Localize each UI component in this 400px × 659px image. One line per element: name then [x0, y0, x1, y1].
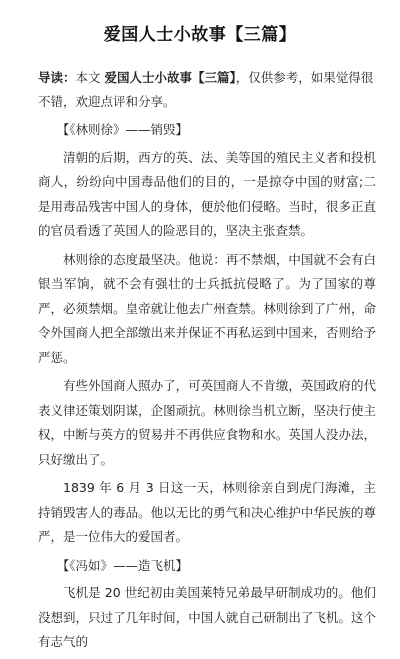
document-title: 爱国人士小故事【三篇】 [103, 25, 297, 45]
paragraph: 林则徐的态度最坚决。他说：再不禁烟，中国就不会有白银当军饷，就不会有强壮的士兵抵抗侵略了。为了国家的尊严，必须禁烟。皇帝就让他去广州查禁。林则徐到了广州，命令外国商人把全部缴出来并保证不再私运到中国来，否则给予严惩。 [38, 251, 376, 365]
intro-suffix: ，仅供参考，如果觉得很不错，欢迎点评和分享。 [38, 70, 374, 109]
intro-lead: 导读： [38, 70, 76, 85]
intro-paragraph [38, 66, 374, 114]
section-heading-linzexu: 【《林则徐》——销毁】 [56, 122, 189, 137]
paragraph: 清朝的后期，西方的英、法、美等国的殖民主义者和投机商人，纷纷向中国毒品他们的目的，一是掠夺中国的财富;二是用毒品残害中国人的身体，便於他们侵略。当时，很多正直的官员看透了英国人的险恶目的，坚决主张查禁。 [38, 149, 376, 238]
intro-prefix: 本文 [75, 70, 105, 85]
paragraph: 飞机是 20 世纪初由美国莱特兄弟最早研制成功的。他们没想到，只过了几年时间，中国人就自己研制出了飞机。这个有志气的 [38, 585, 376, 649]
paragraph: 有些外国商人照办了，可英国商人不肯缴，英国政府的代表义律还策划阴谋，企图顽抗。林则徐当机立断，坚决行使主权，中断与英方的贸易并不再供应食物和水。英国人没办法，只好缴出了。 [38, 378, 376, 467]
document-body [38, 118, 376, 659]
intro-title: 爱国人士小故事【三篇】 [104, 70, 236, 85]
paragraph: 1839 年 6 月 3 日这一天，林则徐亲自到虎门海滩，主持销毁害人的毒品。他以无比的勇气和决心维护中华民族的尊严，是一位伟大的爱国者。 [38, 480, 376, 544]
section-heading-fengru: 【《冯如》——造飞机】 [56, 557, 189, 573]
